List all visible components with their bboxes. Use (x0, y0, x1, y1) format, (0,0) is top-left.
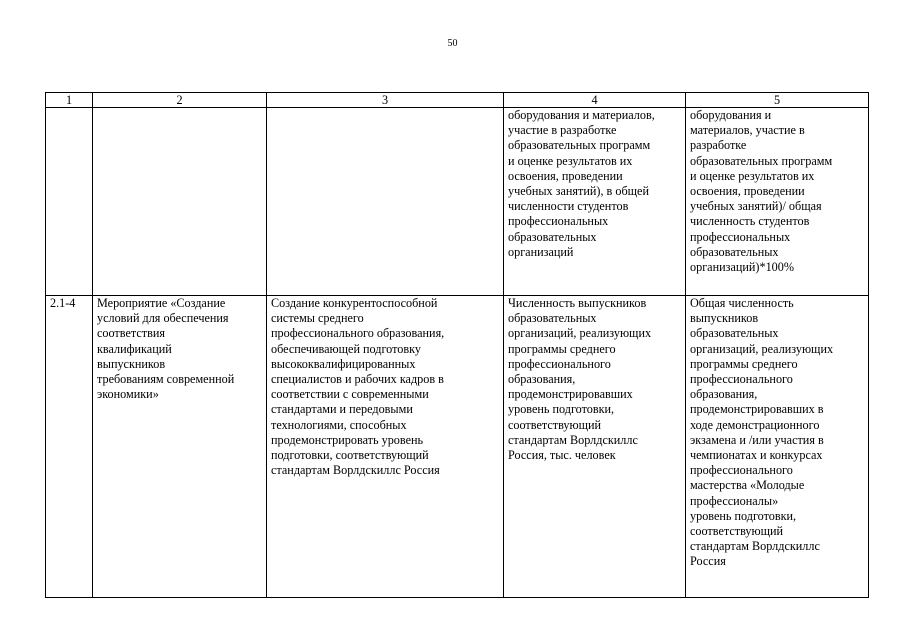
table-row (46, 296, 869, 598)
column-header-5: 5 (686, 93, 869, 108)
cell-goal: Создание конкурентоспособной системы среднего профессионального образования, обеспечивающей подготовку высококвалифицированных специалистов и рабочих кадров в соответствии с современными стандартами и передовыми технологиями, способных продемонстрировать уровень подготовки, соответствующий стандартам Ворлдскиллс Россия (267, 296, 504, 598)
cell-calculation: оборудования и материалов, участие в разработке образовательных программ и оценке результатов их освоения, проведении учебных занятий)/ общая численность студентов профессиональных образовательных организаций)*100% (686, 108, 869, 296)
cell-indicator: оборудования и материалов, участие в разработке образовательных программ и оценке результатов их освоения, проведении учебных занятий), в общей численности студентов профессиональных образовательных организаций (504, 108, 686, 296)
indicators-table (45, 92, 869, 598)
page-number: 50 (447, 38, 458, 49)
cell-activity: Мероприятие «Создание условий для обеспечения соответствия квалификаций выпускников требованиям современной экономики» (93, 296, 267, 598)
cell-calculation: Общая численность выпускников образовательных организаций, реализующих программы среднего профессионального образования, продемонстрировавших в ходе демонстрационного экзамена и /или участия в чемпионатах и конкурсах профессионального мастерства «Молодые профессионалы» уровень подготовки, соответствующий стандартам Ворлдскиллс Россия (686, 296, 869, 598)
cell-activity (93, 108, 267, 296)
cell-number: 2.1-4 (46, 296, 93, 598)
column-header-3: 3 (267, 93, 504, 108)
cell-goal (267, 108, 504, 296)
column-header-4: 4 (504, 93, 686, 108)
cell-indicator: Численность выпускников образовательных организаций, реализующих программы среднего профессионального образования, продемонстрировавших уровень подготовки, соответствующий стандартам Ворлдскиллс Россия, тыс. человек (504, 296, 686, 598)
column-header-2: 2 (93, 93, 267, 108)
table-header-row (46, 93, 869, 108)
table-row (46, 108, 869, 296)
cell-number (46, 108, 93, 296)
column-header-1: 1 (46, 93, 93, 108)
